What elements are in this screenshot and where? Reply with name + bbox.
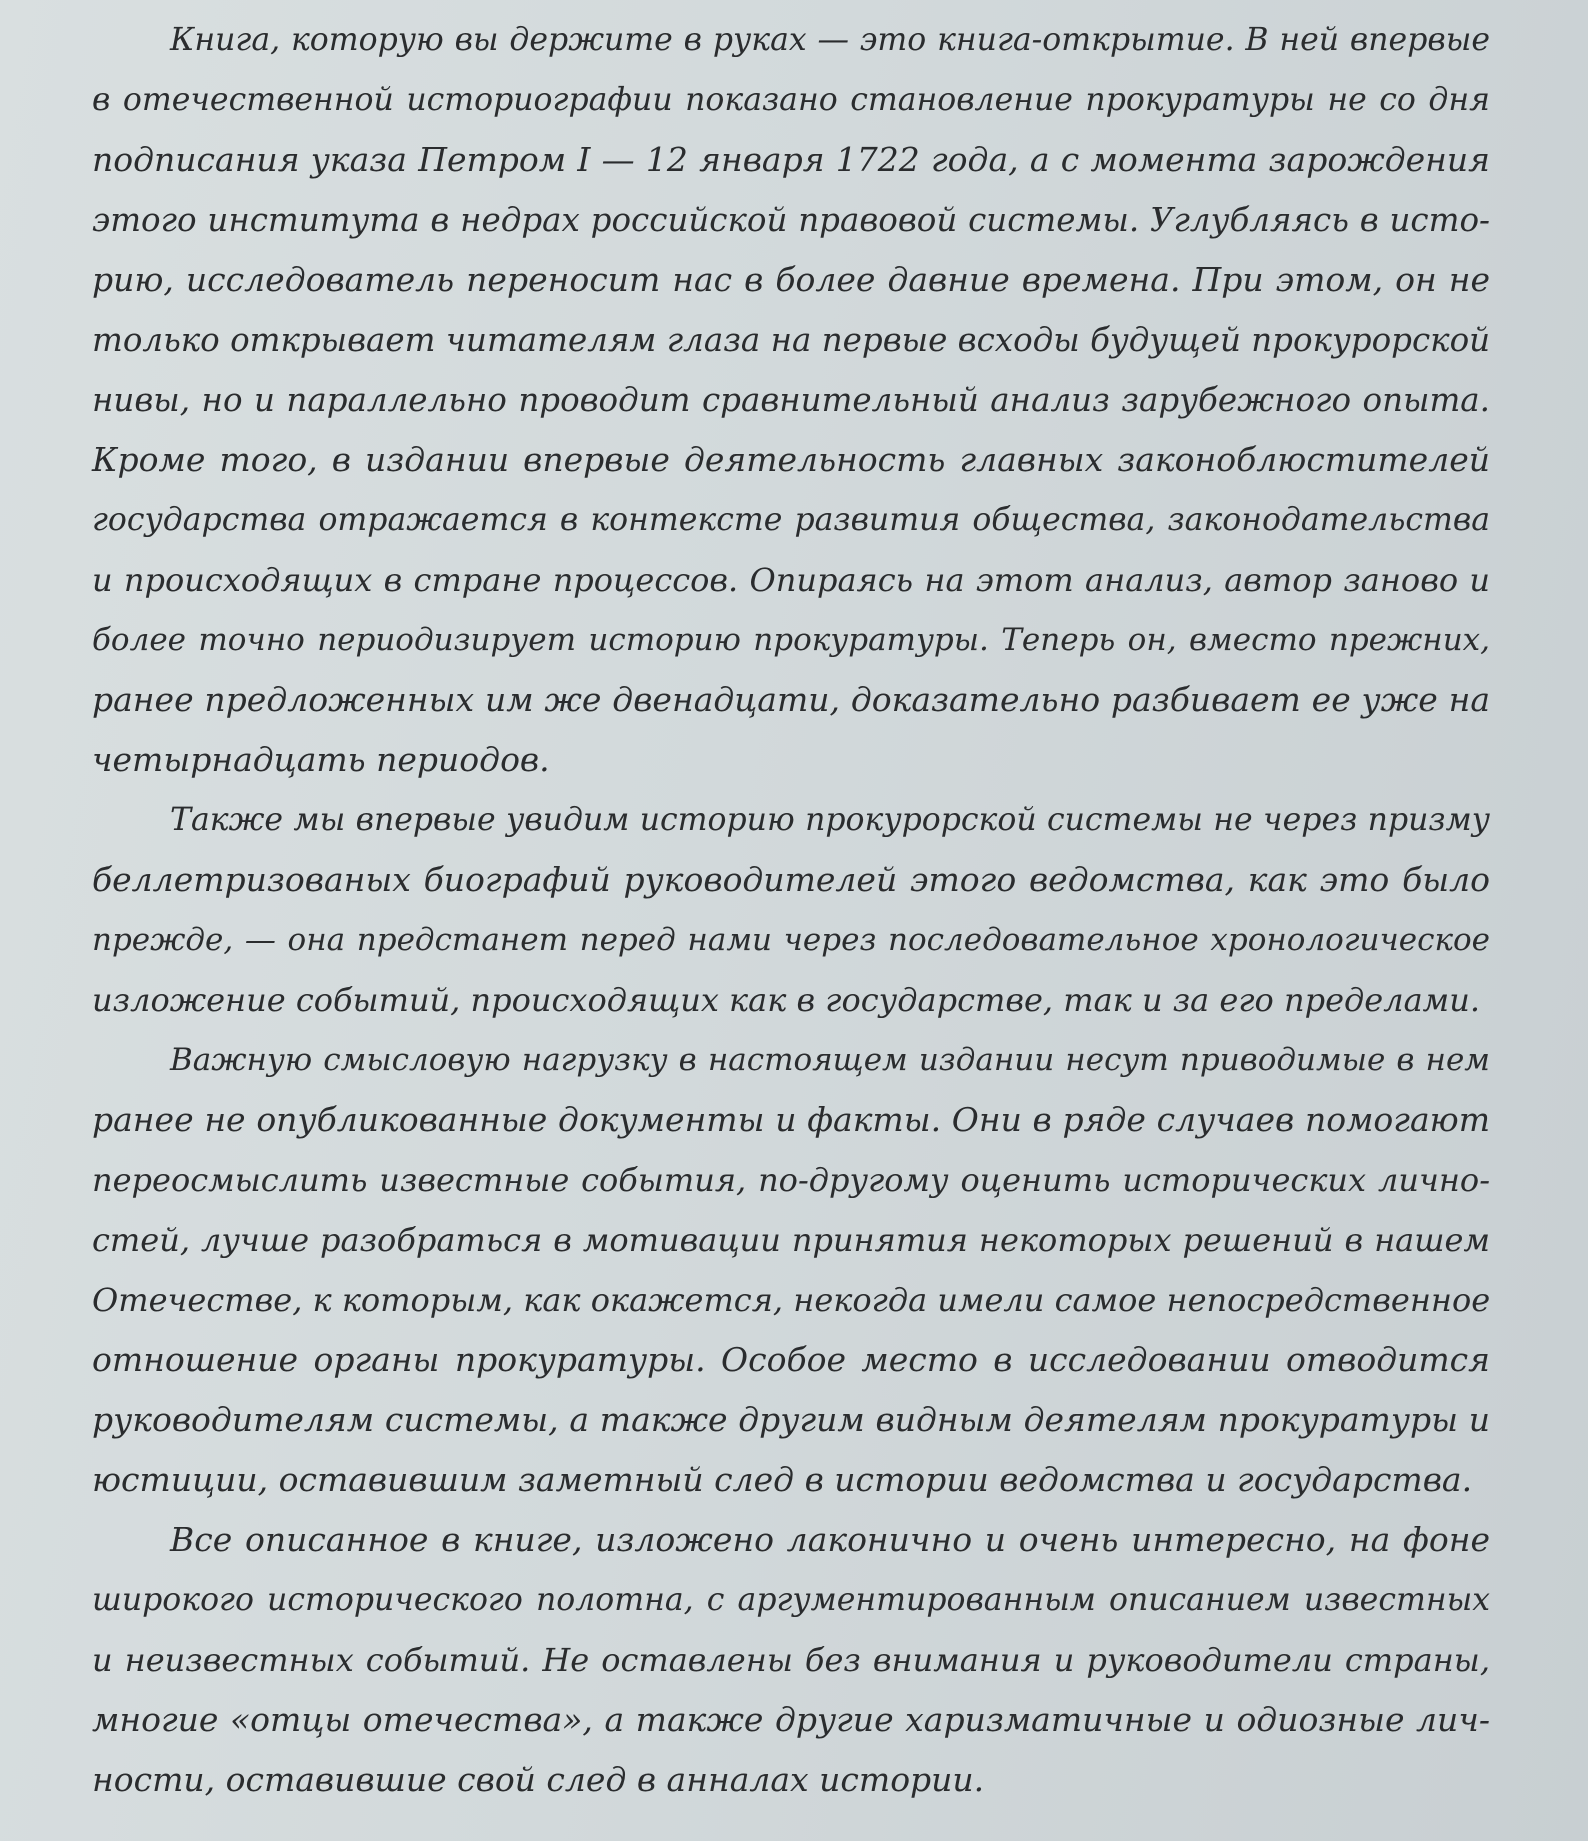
text-line: прежде, — она предстанет перед нами через последовательное хронологическое — [92, 922, 1490, 958]
paragraph-4 — [92, 1510, 1490, 1810]
text-line: ранее не опубликованные документы и факты. Они в ряде случаев помогают — [92, 1100, 1490, 1139]
text-line: Кроме того, в издании впервые деятельность главных законоблюстителей — [92, 440, 1490, 479]
text-line: этого института в недрах российской правовой системы. Углубляясь в исто- — [92, 201, 1490, 239]
text-line: ности, оставившие свой след в анналах истории. — [92, 1760, 985, 1799]
text-line: отношение органы прокуратуры. Особое место в исследовании отводится — [92, 1340, 1490, 1379]
paragraph-1 — [92, 10, 1490, 790]
text-line: ранее предложенных им же двенадцати, доказательно разбивает ее уже на — [92, 680, 1490, 719]
text-line: многие «отцы отечества», а также другие харизматичные и одиозные лич- — [92, 1700, 1490, 1739]
text-block — [92, 10, 1490, 1810]
text-line: стей, лучше разобраться в мотивации принятия некоторых решений в нашем — [92, 1221, 1490, 1259]
text-line: четырнадцать периодов. — [92, 740, 550, 779]
text-line: рию, исследователь переносит нас в более давние времена. При этом, он не — [92, 260, 1490, 299]
text-line: изложение событий, происходящих как в государстве, так и за его пределами. — [92, 981, 1480, 1019]
text-line: более точно периодизирует историю прокуратуры. Теперь он, вместо прежних, — [92, 622, 1490, 658]
text-line: подписания указа Петром I — 12 января 1722 года, а с момента зарождения — [92, 140, 1490, 179]
text-line: и неизвестных событий. Не оставлены без внимания и руководители страны, — [92, 1641, 1490, 1679]
text-line: только открывает читателям глаза на первые всходы будущей прокурорской — [92, 321, 1491, 359]
paragraph-3 — [92, 1030, 1490, 1510]
text-line: Также мы впервые увидим историю прокурорской системы не через призму — [170, 802, 1490, 838]
text-line: широкого исторического полотна, с аргументированным описанием известных — [92, 1582, 1490, 1618]
text-line: и происходящих в стране процессов. Опираясь на этот анализ, автор заново и — [92, 561, 1490, 599]
text-line: руководителям системы, а также другим видным деятелям прокуратуры и — [92, 1400, 1490, 1439]
paragraph-2 — [92, 790, 1490, 1030]
text-line: переосмыслить известные события, по-другому оценить исторических лично- — [92, 1161, 1490, 1199]
text-line: государства отражается в контексте развития общества, законодательства — [92, 502, 1490, 538]
text-line: юстиции, оставившим заметный след в истории ведомства и государства. — [92, 1460, 1473, 1499]
text-line: в отечественной историографии показано становление прокуратуры не со дня — [92, 82, 1490, 118]
text-line: Книга, которую вы держите в руках — это книга-открытие. В ней впервые — [170, 22, 1490, 58]
text-line: беллетризованых биографий руководителей этого ведомства, как это было — [92, 860, 1490, 899]
text-line: Все описанное в книге, изложено лаконично и очень интересно, на фоне — [170, 1520, 1490, 1559]
text-line: нивы, но и параллельно проводит сравнительный анализ зарубежного опыта. — [92, 381, 1490, 419]
text-line: Отечестве, к которым, как окажется, некогда имели самое непосредственное — [92, 1281, 1491, 1319]
text-line: Важную смысловую нагрузку в настоящем издании несут приводимые в нем — [170, 1042, 1490, 1078]
